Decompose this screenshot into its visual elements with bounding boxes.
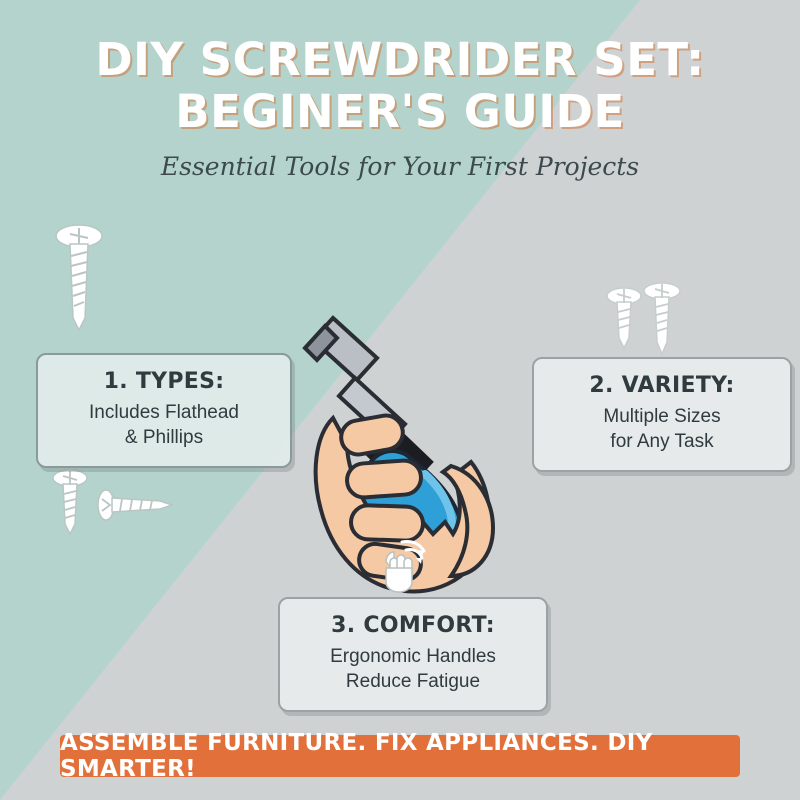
footer-banner-text: ASSEMBLE FURNITURE. FIX APPLIANCES. DIY SMARTER! bbox=[60, 730, 653, 782]
card-variety[interactable] bbox=[532, 357, 792, 472]
card-comfort-line-1: Ergonomic Handles bbox=[330, 646, 496, 667]
card-variety-line-2: for Any Task bbox=[610, 431, 714, 452]
header bbox=[0, 34, 800, 181]
title-line-2: BEGINER'S GUIDE bbox=[175, 85, 625, 138]
footer-banner bbox=[60, 730, 740, 782]
rotating-hand-icon bbox=[372, 538, 430, 601]
page-subtitle: Essential Tools for Your First Projects bbox=[160, 152, 640, 181]
card-types-heading: 1. TYPES: bbox=[103, 369, 225, 394]
screws-icon bbox=[598, 282, 708, 367]
page-title bbox=[0, 34, 800, 138]
card-comfort[interactable] bbox=[278, 597, 548, 712]
screw-icon bbox=[50, 222, 108, 337]
card-comfort-line-2: Reduce Fatigue bbox=[345, 671, 481, 692]
card-types[interactable] bbox=[36, 353, 292, 468]
card-variety-line-1: Multiple Sizes bbox=[603, 406, 721, 427]
card-types-line-2: & Phillips bbox=[124, 427, 204, 448]
screws-icon bbox=[44, 468, 194, 543]
card-types-line-1: Includes Flathead bbox=[89, 402, 239, 423]
card-variety-heading: 2. VARIETY: bbox=[589, 373, 735, 398]
title-line-1: DIY SCREWDRIDER SET: bbox=[95, 33, 705, 86]
card-comfort-heading: 3. COMFORT: bbox=[331, 613, 495, 638]
